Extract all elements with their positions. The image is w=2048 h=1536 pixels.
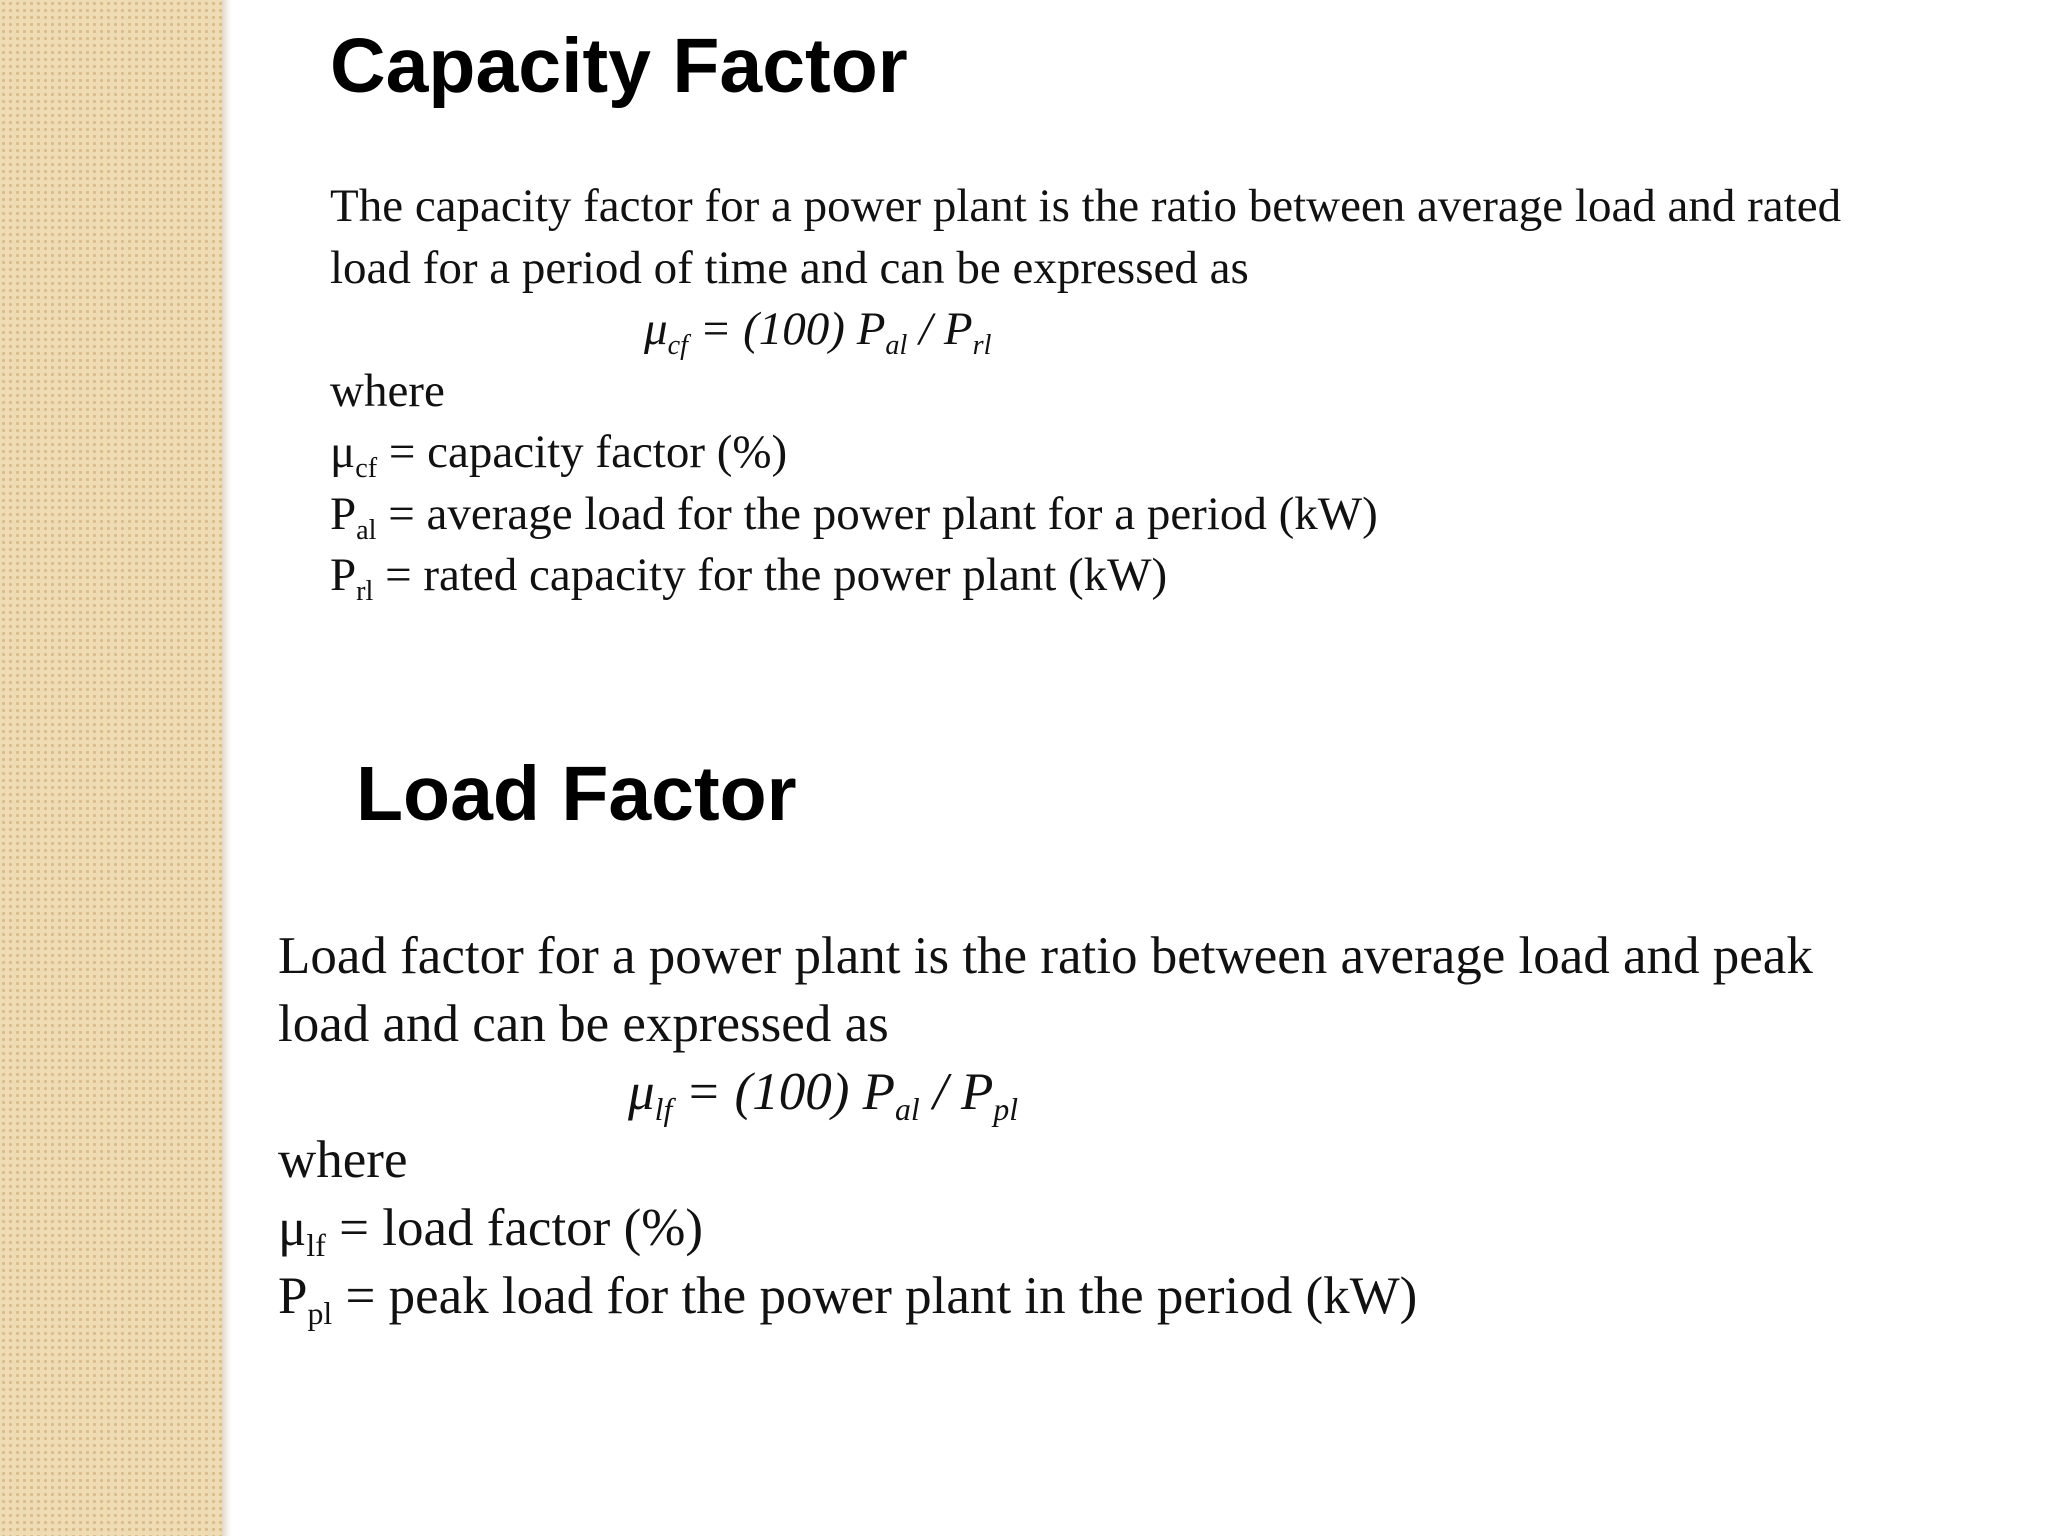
def-symbol: μ bbox=[278, 1199, 307, 1257]
formula-denominator-sub: rl bbox=[972, 329, 992, 361]
def-text: = capacity factor (%) bbox=[377, 426, 788, 478]
capacity-factor-body bbox=[330, 176, 2030, 607]
formula-numerator-sub: al bbox=[885, 329, 908, 361]
capacity-factor-formula bbox=[330, 299, 2030, 361]
load-factor-body bbox=[278, 922, 1978, 1330]
load-factor-title: Load Factor bbox=[356, 751, 797, 837]
def-text: = average load for the power plant for a period (kW) bbox=[376, 487, 1378, 540]
def-symbol-sub: rl bbox=[356, 575, 374, 607]
formula-rhs: = (100) P bbox=[672, 1063, 895, 1121]
def-text: = load factor (%) bbox=[325, 1199, 704, 1257]
def-symbol: P bbox=[278, 1267, 308, 1325]
capacity-def-cf bbox=[330, 422, 2030, 484]
capacity-intro-line-1: The capacity factor for a power plant is the ratio between average load and rated bbox=[330, 180, 1842, 232]
load-where: where bbox=[278, 1131, 408, 1189]
formula-lhs-sub: lf bbox=[654, 1092, 673, 1128]
def-text: = rated capacity for the power plant (kW) bbox=[373, 549, 1168, 601]
load-intro-line-2: load and can be expressed as bbox=[278, 995, 889, 1053]
def-text: = peak load for the power plant in the period (kW) bbox=[332, 1267, 1418, 1325]
capacity-def-al bbox=[330, 484, 2030, 546]
formula-divide: / P bbox=[919, 1063, 994, 1121]
load-factor-formula bbox=[278, 1058, 1978, 1126]
def-symbol-sub: cf bbox=[355, 452, 378, 484]
capacity-factor-title: Capacity Factor bbox=[330, 23, 908, 109]
formula-divide: / P bbox=[907, 303, 973, 355]
def-symbol: P bbox=[330, 487, 357, 540]
capacity-where: where bbox=[330, 364, 445, 417]
formula-denominator-sub: pl bbox=[993, 1092, 1019, 1128]
capacity-def-rl bbox=[330, 545, 2030, 607]
formula-numerator-sub: al bbox=[894, 1092, 920, 1128]
capacity-intro-line-2: load for a period of time and can be expressed as bbox=[330, 241, 1249, 294]
side-strip-edge bbox=[222, 0, 231, 1536]
formula-lhs-sub: cf bbox=[667, 329, 688, 361]
def-symbol-sub: al bbox=[356, 514, 377, 546]
load-intro-line-1: Load factor for a power plant is the ratio between average load and peak bbox=[278, 927, 1813, 985]
def-symbol: P bbox=[330, 549, 357, 601]
formula-lhs: μ bbox=[628, 1063, 655, 1121]
formula-lhs: μ bbox=[644, 303, 668, 355]
def-symbol: μ bbox=[330, 426, 356, 478]
def-symbol-sub: pl bbox=[307, 1296, 333, 1332]
load-def-pl bbox=[278, 1262, 1978, 1330]
def-symbol-sub: lf bbox=[306, 1228, 326, 1264]
decorative-side-strip bbox=[0, 0, 222, 1536]
formula-rhs: = (100) P bbox=[687, 303, 886, 355]
load-def-lf bbox=[278, 1194, 1978, 1262]
